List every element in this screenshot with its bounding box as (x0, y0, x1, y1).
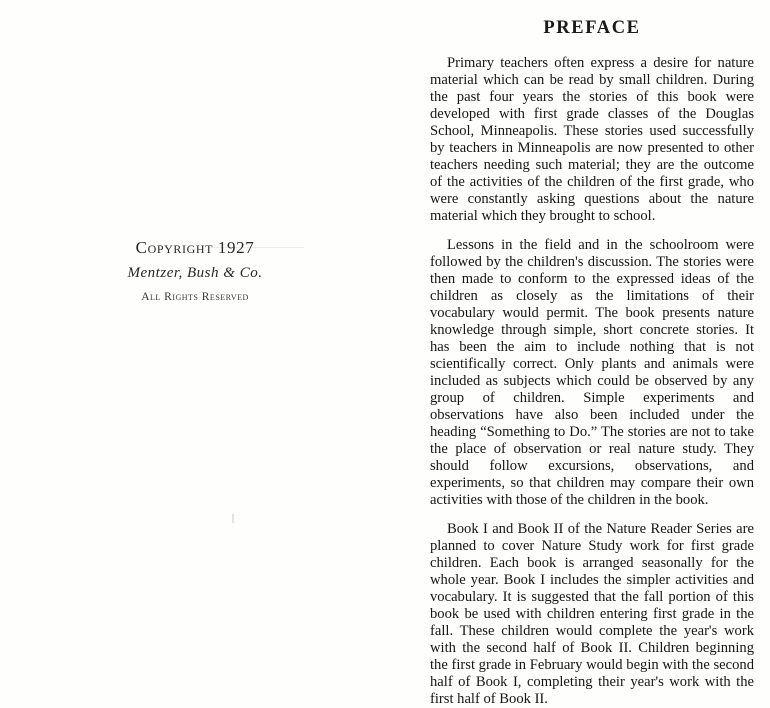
copyright-notice (0, 238, 390, 258)
page-title: PREFACE (543, 18, 641, 38)
preface-paragraph-2: Lessons in the field and in the schoolroom were followed by the children's discussion. The stories were then made to conform to the expressed ideas of the children as closely as the limitations of their vocabulary would permit. The book presents nature knowledge through simple, short concrete stories. It has been the aim to include nothing that is not scientifically correct. Only plants and animals were included as subjects which could be observed by any group of children. Simple experiments and observations have also been included under the heading “Something to Do.” The stories are not to take the place of observation or real nature study. They should follow excursions, observations, and experiments, so that children may compare their own activities with those of the children in the book. (430, 237, 754, 508)
preface-paragraph-1: Primary teachers often express a desire for nature material which can be read by small children. During the past four years the stories of this book were developed with first grade classes of the Douglas School, Minneapolis. These stories used successfully by teachers in Minneapolis are now presented to other teachers needing such material; they are the outcome of the activities of the children of the first grade, who were constantly asking questions about the nature material which they brought to school. (430, 55, 754, 224)
copyright-notice-text: Copyright 1927 (135, 238, 255, 257)
verso-page (0, 0, 390, 568)
copyright-block (0, 238, 390, 303)
publisher-name: Mentzer, Bush & Co. (127, 265, 263, 281)
rights-statement: All Rights Reserved (141, 291, 249, 303)
scan-artifact-mark (232, 514, 234, 523)
preface-paragraph-3: Book I and Book II of the Nature Reader Series are planned to cover Nature Study work for first grade children. Each book is arranged seasonally for the whole year. Book I includes the simpler activities and vocabulary. It is suggested that the fall portion of this book be used with children entering first grade in the fall. These children would complete the year's work with the second half of Book II. Children beginning the first grade in February would begin with the second half of Book I, completing their year's work with the first half of Book II. (430, 521, 754, 707)
recto-page (430, 18, 754, 708)
